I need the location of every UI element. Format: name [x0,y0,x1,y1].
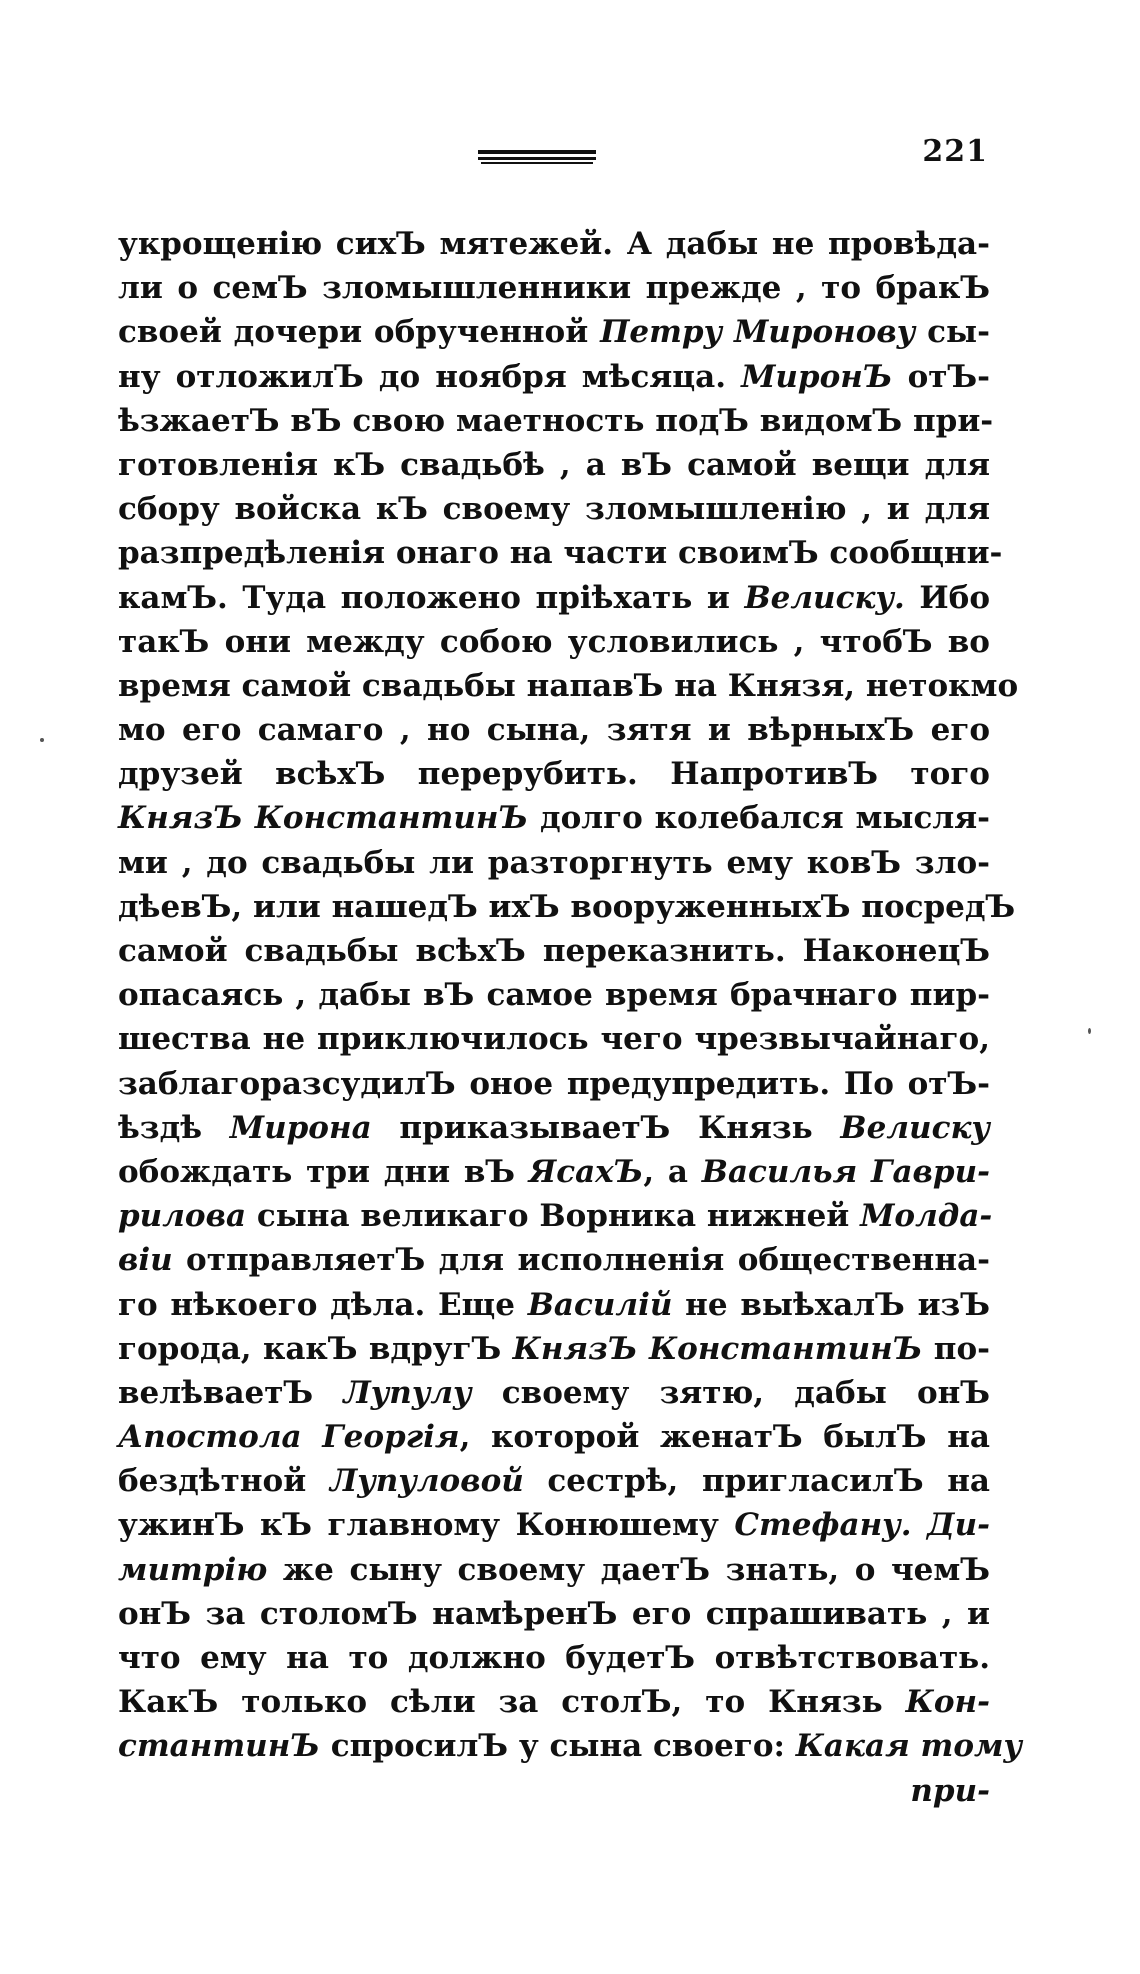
proper-name-italic: Лупулу [343,1374,472,1411]
text-run: ли о семЪ зломышленники прежде , то бракЪ [118,270,990,307]
text-line [118,885,1016,929]
proper-name-italic: Какая тому [795,1728,1023,1765]
proper-name-italic: при- [910,1772,990,1809]
text-line [118,1769,990,1813]
text-line [118,1415,990,1459]
text-run: опасаясь , дабы вЪ самое время брачнаго пир- [118,977,990,1014]
text-line [118,487,990,531]
proper-name-italic: Велиску. [744,579,905,616]
text-line [118,1371,990,1415]
proper-name-italic: Мирона [229,1109,372,1146]
text-run: сбору войска кЪ своему зломышленію , и для [118,491,990,528]
text-line [118,1592,990,1636]
proper-name-italic: митрію [118,1551,268,1588]
text-run: что ему на то должно будетЪ отвѣтствовать. [118,1640,990,1676]
text-line [118,399,994,443]
proper-name-italic: Кон- [905,1684,990,1721]
rule-bar [481,162,593,164]
text-line [118,1283,990,1327]
text-line [118,1106,990,1150]
proper-name-italic: Петру Миронову [600,314,916,351]
proper-name-italic: Лупуловой [329,1463,524,1500]
text-line [118,266,990,310]
text-run: ужинЪ кЪ главному Конюшему [118,1507,735,1544]
text-line [118,664,1019,708]
text-run: ѣзжаетЪ вЪ свою маетность подЪ видомЪ при- [118,402,994,439]
text-line [118,1150,990,1194]
body-text [118,222,1023,1813]
text-line [118,708,990,752]
scan-speck [1088,1028,1091,1034]
text-run: сестрѣ, пригласилЪ на [523,1463,990,1500]
text-run: ну отложилЪ до ноября мѣсяца. [118,358,742,395]
text-run: отправляетЪ для исполненія общественна- [172,1242,990,1279]
page-header [118,134,988,198]
text-line [118,973,990,1017]
text-run: же сыну своему даетЪ знать, о чемЪ [267,1551,990,1588]
text-run: не выѣхалЪ изЪ [672,1286,990,1323]
text-run: приказываетЪ Князь [371,1109,841,1146]
text-line [118,576,990,620]
text-line [118,1459,990,1503]
text-run: мо его самаго , но сына, зятя и вѣрныхЪ его [118,712,990,749]
proper-name-italic: стантинЪ [118,1728,320,1765]
text-run: разпредѣленія онаго на части своимЪ сообщни- [118,535,1003,572]
text-line [118,1503,990,1547]
text-line [118,1062,990,1106]
text-run: заблагоразсудилЪ оное предупредить. По отЪ- [118,1065,990,1102]
text-run: дѣевЪ, или нашедЪ ихЪ вооруженныхЪ посредЪ [118,888,1016,925]
text-run: своей дочери обрученной [118,314,601,351]
scan-speck [40,738,44,742]
text-run: онЪ за столомЪ намѣренЪ его спрашивать , и [118,1595,990,1632]
text-run: КакЪ только сѣли за столЪ, то Князь [118,1684,906,1721]
text-line [118,310,990,354]
text-run: готовленія кЪ свадьбѣ , а вЪ самой вещи для [118,446,990,483]
text-line [118,1548,990,1592]
text-run: по- [922,1330,991,1367]
text-line [118,1017,990,1061]
text-run: , которой женатЪ былЪ на [459,1419,990,1456]
text-run: сына великаго Ворника нижней [246,1198,861,1235]
text-run: го нѣкоего дѣла. Еще [118,1286,528,1323]
text-line [118,1724,1023,1768]
text-run: сы- [915,314,990,351]
proper-name-italic: Апостола Георгія [118,1419,460,1456]
proper-name-italic: Велиску [840,1109,990,1146]
proper-name-italic: рилова [118,1198,247,1235]
text-run: укрощенію сихЪ мятежей. А дабы не провѣда- [118,226,990,262]
text-run: обождать три дни вЪ [118,1153,529,1190]
text-run: ѣздѣ [118,1109,230,1146]
proper-name-italic: Стефану. [734,1507,912,1544]
text-run: отЪ- [892,358,990,395]
text-run: долго колебался мысля- [528,800,990,837]
text-line [118,1636,990,1680]
text-run: , а [643,1153,702,1190]
proper-name-italic: Ди- [927,1507,990,1544]
proper-name-italic: Василій [527,1286,673,1323]
text-run: велѣваетЪ [118,1374,344,1411]
text-line [118,1327,990,1371]
text-run: такЪ они между собою условились , чтобЪ во [118,623,990,660]
text-line [118,1194,993,1238]
text-line [118,443,990,487]
text-line [118,796,990,840]
text-run: ми , до свадьбы ли разторгнуть ему ковЪ зло- [118,844,990,881]
text-line [118,1680,990,1724]
page-number: 221 [922,134,988,169]
text-line [118,222,990,266]
proper-name-italic: віи [118,1242,173,1279]
text-run: своему зятю, дабы онЪ [471,1374,990,1411]
text-run: камЪ. Туда положено пріѣхать и [118,579,745,616]
text-line [118,841,990,885]
text-run: шества не приключилось чего чрезвычайнаго, [118,1021,990,1058]
proper-name-italic: КнязЪ КонстантинЪ [512,1330,923,1367]
text-line [118,752,990,796]
text-run: время самой свадьбы напавЪ на Князя, нетокмо [118,667,1019,704]
text-run: самой свадьбы всѣхЪ переказнить. НаконецЪ [118,933,990,969]
proper-name-italic: Василья Гаври- [701,1153,990,1190]
proper-name-italic: ЯсахЪ [528,1153,644,1190]
text-line [118,355,990,399]
proper-name-italic: КнязЪ КонстантинЪ [118,800,529,837]
text-run: города, какЪ вдругЪ [118,1330,513,1367]
text-run: Ибо [904,579,991,616]
text-run [912,1507,928,1543]
text-line [118,620,990,664]
text-run: друзей всѣхЪ перерубить. НапротивЪ того [118,756,990,793]
text-run: бездѣтной [118,1463,330,1500]
rule-bar [478,157,596,160]
rule-bar [478,150,596,154]
text-line [118,531,1003,575]
text-line [118,1238,990,1282]
proper-name-italic: Молда- [860,1198,993,1235]
text-line [118,929,990,973]
header-ornament-rule [478,150,596,164]
proper-name-italic: МиронЪ [741,358,893,395]
text-run: спросилЪ у сына своего: [319,1728,796,1765]
